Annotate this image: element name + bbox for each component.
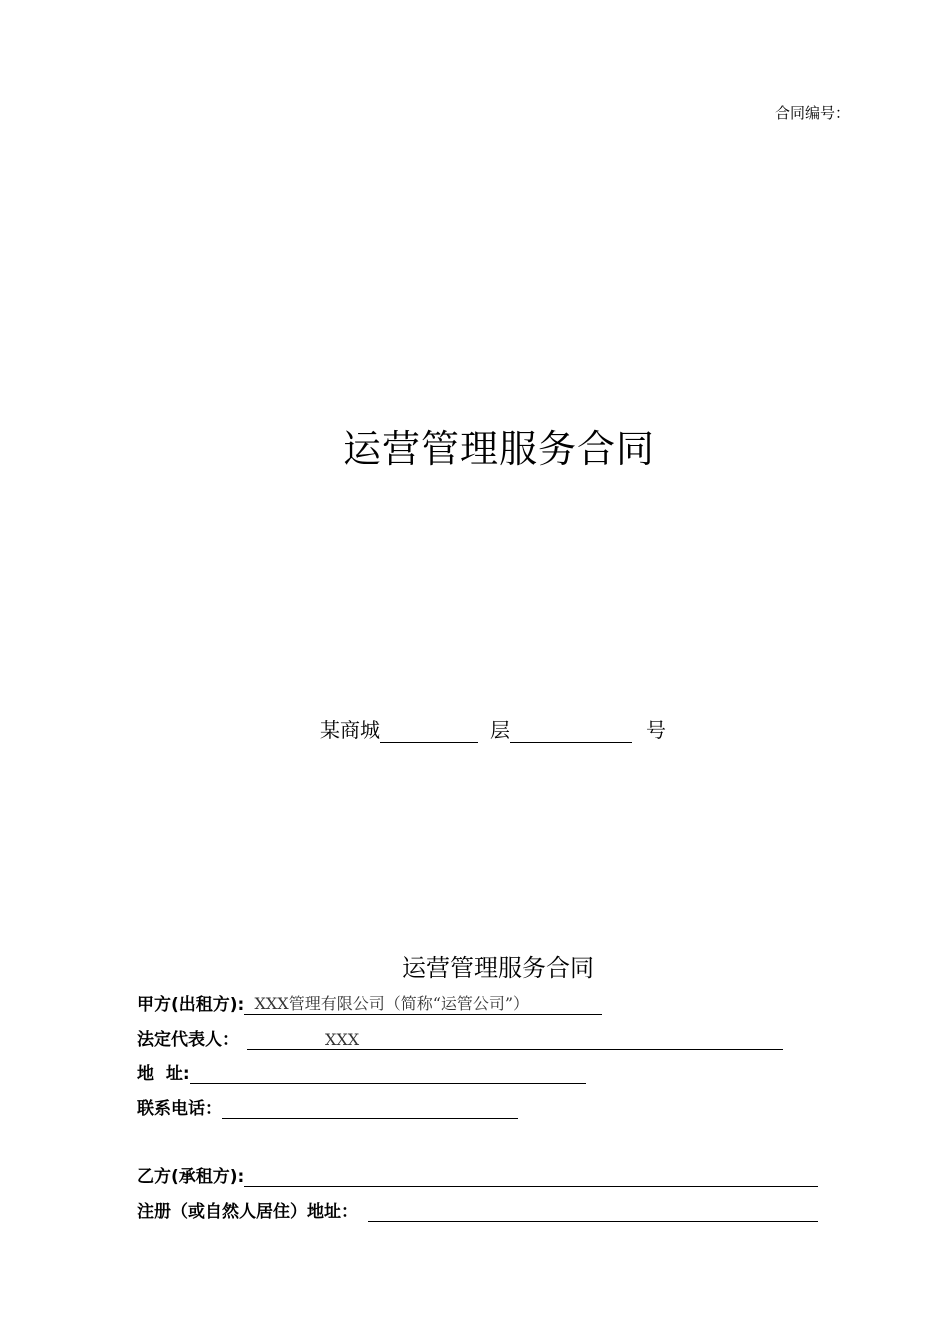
party-a-address-label: 地 址: <box>137 1064 190 1084</box>
floor-blank[interactable] <box>510 722 632 743</box>
party-a-address-row <box>137 1059 586 1084</box>
party-b-address-row <box>137 1197 818 1222</box>
section-title: 运营管理服务合同 <box>402 954 594 982</box>
floor-label: 层 <box>490 718 510 742</box>
party-b-address-label: 注册（或自然人居住）地址： <box>137 1202 358 1222</box>
party-b-label: 乙方(承租方): <box>137 1167 245 1187</box>
party-b-blank[interactable] <box>244 1166 818 1187</box>
party-a-phone-label: 联系电话： <box>137 1099 222 1119</box>
number-label: 号 <box>646 718 666 742</box>
party-a-label: 甲方(出租方): <box>137 995 245 1015</box>
legal-rep-row <box>137 1025 783 1050</box>
party-a-phone-blank[interactable] <box>222 1098 518 1119</box>
legal-rep-label: 法定代表人： <box>137 1030 239 1050</box>
party-b-row <box>137 1162 818 1187</box>
party-a-row <box>137 990 602 1015</box>
mall-blank[interactable] <box>380 722 478 743</box>
location-line <box>320 714 666 743</box>
party-a-value[interactable]: XXX管理有限公司（简称“运管公司”） <box>244 993 602 1015</box>
page-title: 运营管理服务合同 <box>342 427 655 471</box>
mall-label: 某商城 <box>320 718 380 742</box>
party-a-phone-row <box>137 1094 518 1119</box>
contract-number-label: 合同编号： <box>774 104 850 122</box>
party-a-address-blank[interactable] <box>190 1063 586 1084</box>
legal-rep-value[interactable]: XXX <box>247 1029 783 1050</box>
party-b-address-blank[interactable] <box>368 1201 818 1222</box>
